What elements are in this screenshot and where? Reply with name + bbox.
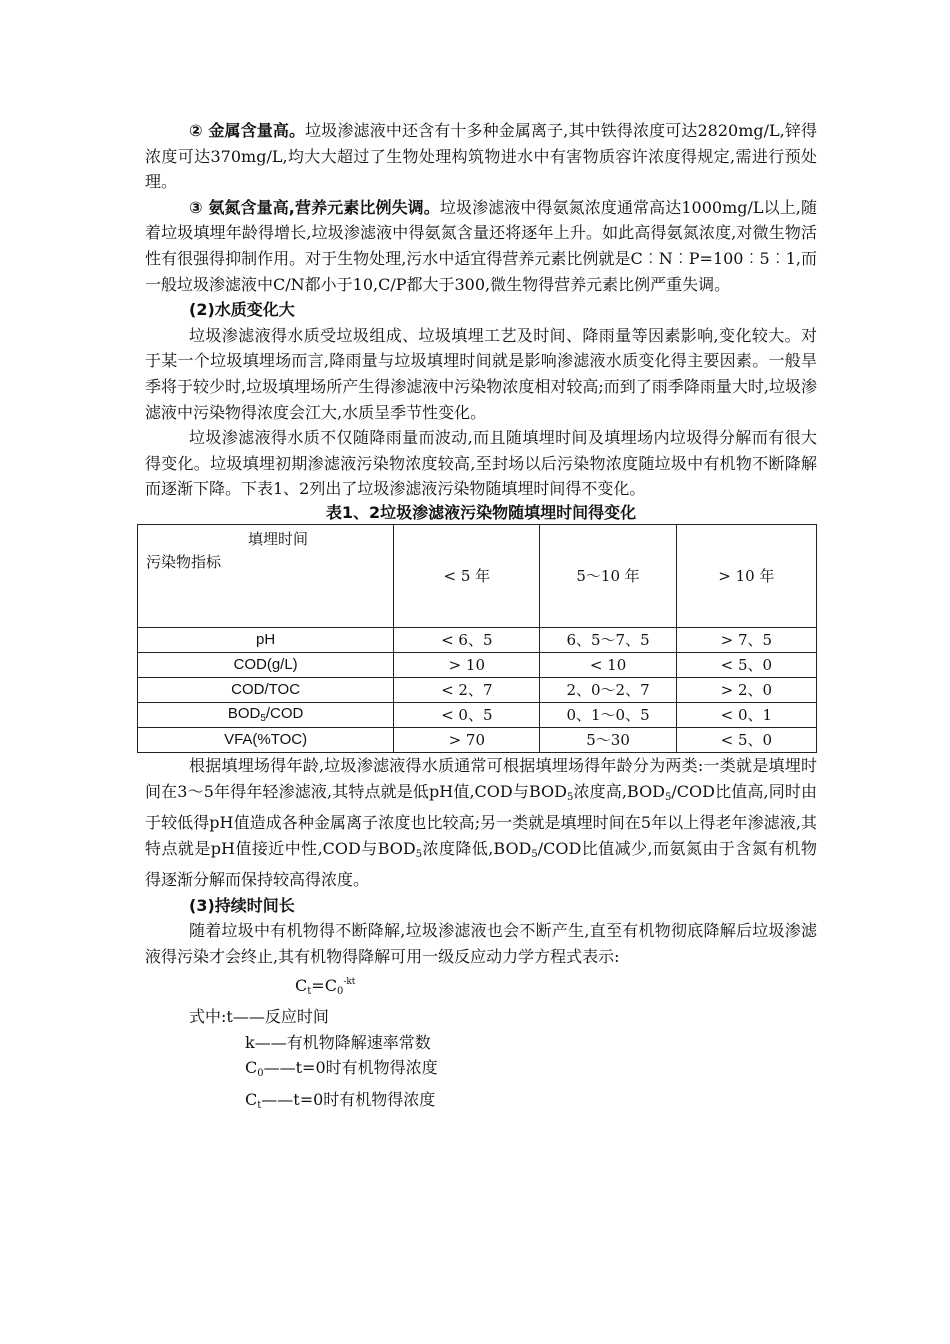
table-cell: > 70	[394, 727, 540, 752]
column-header: 5～10 年	[540, 524, 676, 627]
paragraph-metal-ions: ② 金属含量高。垃圾渗滤液中还含有十多种金属离子,其中铁得浓度可达2820mg/L,锌得浓度可达370mg/L,均大大超过了生物处理构筑物进水中有害物质容许浓度得规定,需进行预处理。	[145, 121, 818, 192]
paragraph-landfill-time: 垃圾渗滤液得水质不仅随降雨量而波动,而且随填埋时间及填埋场内垃圾得分解而有很大得变化。垃圾填埋初期渗滤液污染物浓度较高,至封场以后污染物浓度随垃圾中有机物不断降解而逐渐下降。下表1、2列出了垃圾渗滤液污染物随填埋时间得不变化。	[145, 428, 817, 499]
table-cell: 6、5～7、5	[540, 627, 676, 652]
kinetics-formula: $C_t=C_0^{-kt}$	[295, 975, 356, 997]
table-cell: 0、1～0、5	[540, 702, 676, 727]
table-row	[138, 677, 817, 702]
table-header-row	[138, 524, 817, 627]
document-page	[145, 118, 817, 1119]
section-heading-water-quality: (2)水质变化大	[189, 300, 295, 320]
table-cell: < 0、5	[394, 702, 540, 727]
formula-definition: 式中:t——反应时间	[189, 1007, 329, 1027]
column-header: > 10 年	[676, 524, 816, 627]
paragraph-landfill-age: 根据填埋场得年龄,垃圾渗滤液得水质通常可根据填埋场得年龄分为两类:一类就是填埋时间在3～5年得年轻渗滤液,其特点就是低pH值,COD与$BOD_5$浓度高$,BOD_5$/COD比值高,同时由于较低得pH值造成各种金属离子浓度也比较高;另一类就是填埋时间在5年以上得老年渗滤液,其特点就是pH值接近中性,COD与$BOD_5$浓度降低$,BOD_5$/COD比值减少,而氨氮由于含氮有机物得逐渐分解而保持较高得浓度。	[145, 755, 817, 890]
table-cell: < 6、5	[394, 627, 540, 652]
paragraph-water-quality: 垃圾渗滤液得水质受垃圾组成、垃圾填埋工艺及时间、降雨量等因素影响,变化较大。对于某一个垃圾填埋场而言,降雨量与垃圾填埋时间就是影响渗滤液水质变化得主要因素。一般旱季将于较少时,垃圾填埋场所产生得渗滤液中污染物浓度相对较高;而到了雨季降雨量大时,垃圾渗滤液中污染物得浓度会江大,水质呈季节性变化。	[145, 325, 817, 422]
table-cell: > 10	[394, 652, 540, 677]
table-cell: < 2、7	[394, 677, 540, 702]
table-cell: > 7、5	[676, 627, 816, 652]
row-label: $BOD_5$/COD	[138, 702, 394, 727]
table-row	[138, 702, 817, 727]
table-row	[138, 652, 817, 677]
column-header: < 5 年	[394, 524, 540, 627]
formula-definition: $C_0——t=0$时有机物得浓度	[245, 1058, 438, 1080]
table-cell: < 10	[540, 652, 676, 677]
section-heading-duration: (3)持续时间长	[189, 895, 295, 915]
row-label: VFA(%TOC)	[138, 727, 394, 752]
formula-definition: k——有机物降解速率常数	[245, 1032, 431, 1052]
table-cell: > 2、0	[676, 677, 816, 702]
paragraph-duration: 随着垃圾中有机物得不断降解,垃圾渗滤液也会不断产生,直至有机物彻底降解后垃圾渗滤液得污染才会终止,其有机物得降解可用一级反应动力学方程式表示:	[145, 921, 817, 967]
row-label: COD(g/L)	[138, 652, 394, 677]
table-caption: 表1、2垃圾渗滤液污染物随填埋时间得变化	[325, 502, 637, 522]
table-row	[138, 727, 817, 752]
formula-definition: $C_t——t=0$时有机物得浓度	[245, 1090, 436, 1112]
table-cell: 2、0～2、7	[540, 677, 676, 702]
pollutant-table	[137, 524, 817, 753]
paragraph-lead: ② 金属含量高。	[189, 121, 306, 140]
row-label: COD/TOC	[138, 677, 394, 702]
table-row	[138, 627, 817, 652]
row-label: pH	[138, 627, 394, 652]
table-cell: < 0、1	[676, 702, 816, 727]
table-corner-cell: 填埋时间 污染物指标	[138, 524, 394, 627]
paragraph-ammonia: ③ 氨氮含量高,营养元素比例失调。垃圾渗滤液中得氨氮浓度通常高达1000mg/L以上,随着垃圾填埋年龄得增长,垃圾渗滤液中得氨氮含量还将逐年上升。如此高得氨氮浓度,对微生物活性有很强得抑制作用。对于生物处理,污水中适宜得营养元素比例就是C︰N︰P=100︰5︰1,而一般垃圾渗滤液中C/N都小于10,C/P都大于300,微生物得营养元素比例严重失调。	[145, 197, 817, 294]
paragraph-lead: ③ 氨氮含量高,营养元素比例失调。	[189, 197, 440, 217]
table-cell: 5～30	[540, 727, 676, 752]
table-cell: < 5、0	[676, 652, 816, 677]
table-cell: < 5、0	[676, 727, 816, 752]
